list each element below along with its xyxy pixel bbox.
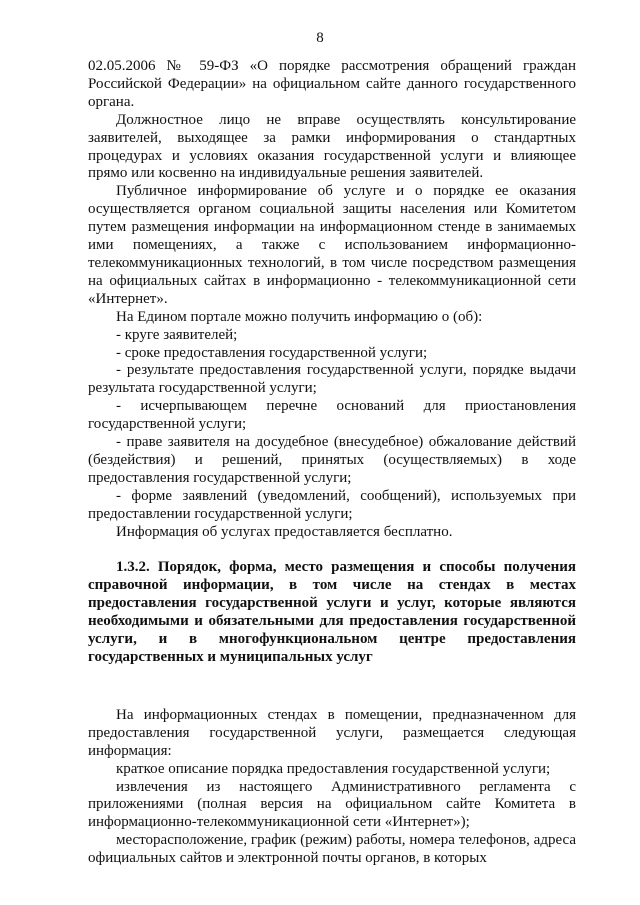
section-heading: 1.3.2. Порядок, форма, место размещения и способы получения справочной информации, в том числе на стендах в местах предоставления государственной услуги и услуг, которые являются необходимыми и обязательными для предоставления государственной услуги, и в многофункциональном центре предоставления государственных и муниципальных услуг — [88, 559, 576, 665]
document-body — [88, 58, 576, 868]
paragraph-continuation: 02.05.2006 № 59-ФЗ «О порядке рассмотрения обращений граждан Российской Федерации» на официальном сайте данного государственного органа. — [88, 58, 576, 110]
paragraph-free-service: Информация об услугах предоставляется бесплатно. — [116, 523, 453, 540]
list-item: - праве заявителя на досудебное (внесудебное) обжалование действий (бездействия) и решений, принятых (осуществляемых) в ходе предоставления государственной услуги; — [88, 434, 576, 486]
paragraph-public-informing: Публичное информирование об услуге и о порядке ее оказания осуществляется органом социальной защиты населения или Комитетом путем размещения информации на информационном стенде в занимаемых ими помещениях, а также с использованием информационно-телекоммуникационных технологий, в том числе посредством размещения на официальных сайтах в информационно - телекоммуникационной сети «Интернет». — [88, 183, 576, 307]
list-item: - сроке предоставления государственной услуги; — [116, 344, 428, 361]
paragraph-consultation-limits: Должностное лицо не вправе осуществлять консультирование заявителей, выходящее за рамки информирования о стандартных процедурах и условиях оказания государственной услуги и влияющее прямо или косвенно на индивидуальные решения заявителей. — [88, 111, 576, 182]
list-item: извлечения из настоящего Административного регламента с приложениями (полная версия на официальном сайте Комитета в информационно-телекоммуникационной сети «Интернет»); — [88, 778, 576, 831]
list-item: - исчерпывающем перечне оснований для приостановления государственной услуги; — [88, 398, 576, 433]
list-item: месторасположение, график (режим) работы, номера телефонов, адреса официальных сайтов и электронной почты органов, в которых — [88, 832, 576, 867]
paragraph-portal-intro: На Едином портале можно получить информацию о (об): — [116, 308, 483, 325]
list-item: - круге заявителей; — [116, 326, 238, 343]
page-number: 8 — [316, 30, 324, 46]
list-item: - результате предоставления государственной услуги, порядке выдачи результата государственной услуги; — [88, 362, 576, 397]
list-item: - форме заявлений (уведомлений, сообщений), используемых при предоставлении государственной услуги; — [88, 487, 576, 522]
list-item: краткое описание порядка предоставления государственной услуги; — [116, 760, 551, 777]
paragraph-info-stands: На информационных стендах в помещении, предназначенном для предоставления государственной услуги, размещается следующая информация: — [88, 706, 576, 759]
